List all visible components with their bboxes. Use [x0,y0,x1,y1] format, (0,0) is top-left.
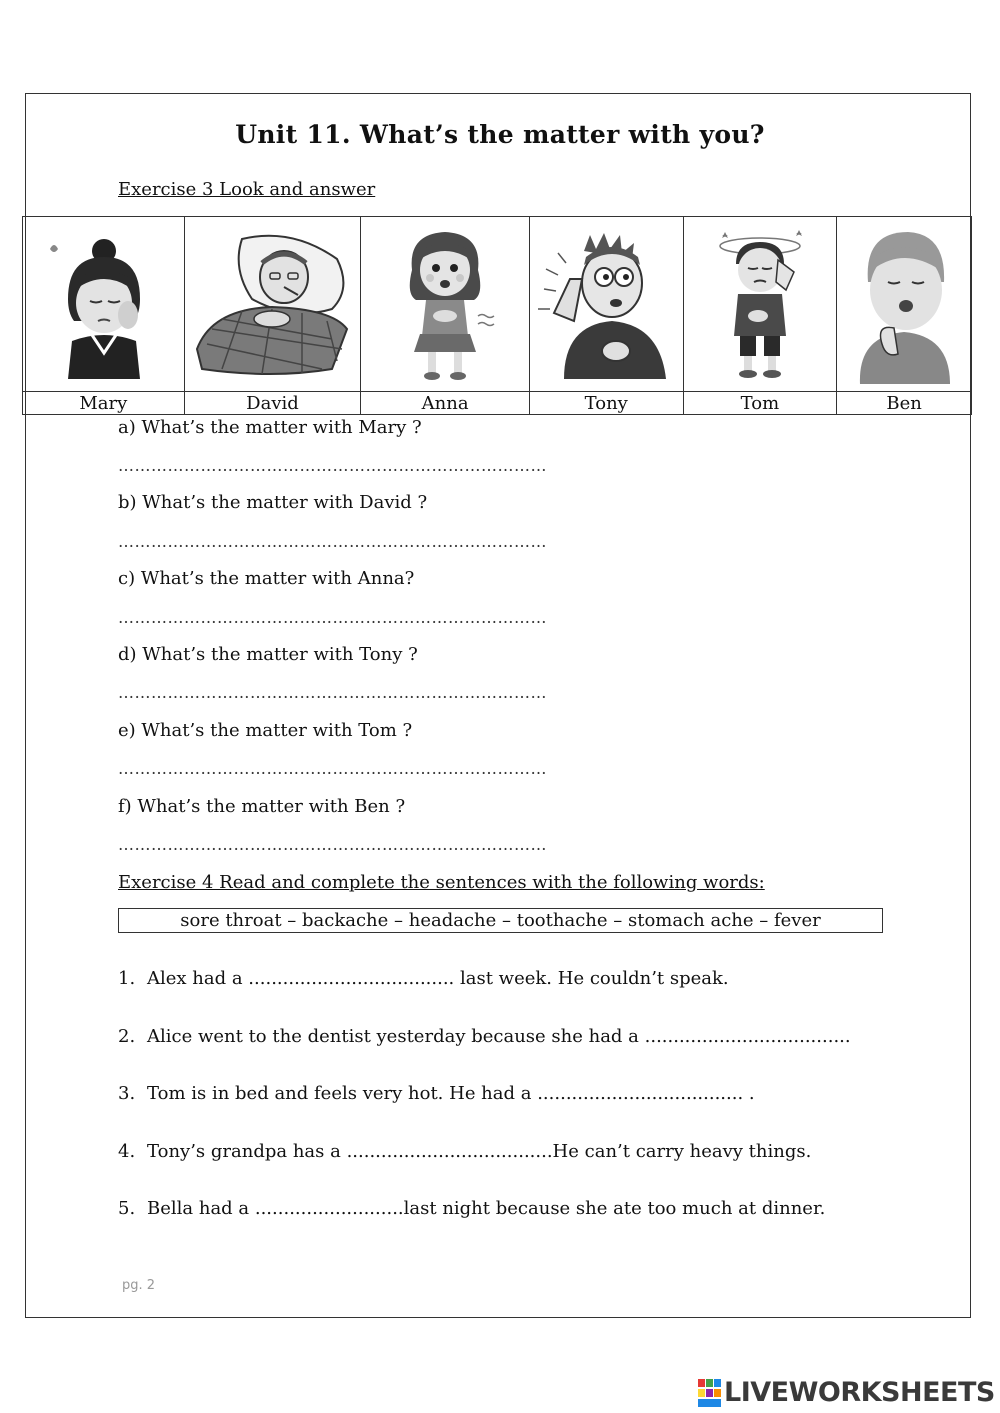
liveworksheets-logo-icon [698,1379,722,1407]
question-d: d) What’s the matter with Tony ? [118,644,418,665]
boy-headache-illustration [700,224,820,384]
person-name-anna: Anna [361,391,529,414]
sentence-text[interactable]: Alice went to the dentist yesterday because she had a .................................... [147,1026,851,1047]
sentence-2 [118,1026,851,1047]
boy-fever-in-bed-illustration [192,229,352,379]
answer-line-b[interactable]: …………………………………………………………………… [118,532,547,551]
person-name-ben: Ben [837,391,971,414]
answer-line-e[interactable]: …………………………………………………………………… [118,759,547,778]
sentence-number: 5. [118,1198,136,1219]
answer-line-c[interactable]: …………………………………………………………………… [118,608,547,627]
girl-stomach-ache-illustration [390,224,500,384]
picture-cell-david [185,217,362,414]
answer-line-f[interactable]: …………………………………………………………………… [118,835,547,854]
sentence-text[interactable]: Tony’s grandpa has a ....................................He can’t carry heavy things. [147,1141,812,1162]
liveworksheets-brand [698,1377,995,1408]
sentence-number: 1. [118,968,136,989]
page-title: Unit 11. What’s the matter with you? [235,120,765,149]
sentence-text[interactable]: Alex had a .................................... last week. He couldn’t speak. [147,968,729,989]
sentence-5 [118,1198,825,1219]
exercise-4-heading: Exercise 4 Read and complete the sentences with the following words: [118,872,765,893]
exercise-3-heading: Exercise 3 Look and answer [118,179,376,200]
person-name-tony: Tony [530,391,683,414]
pictures-table [22,216,972,415]
sentence-number: 4. [118,1141,136,1162]
picture-cell-mary [23,217,185,414]
sentence-number: 3. [118,1083,136,1104]
question-a: a) What’s the matter with Mary ? [118,417,422,438]
sentence-1 [118,968,729,989]
picture-cell-tony [530,217,684,414]
person-name-tom: Tom [684,391,837,414]
sentence-number: 2. [118,1026,136,1047]
picture-cell-ben [837,217,971,414]
answer-line-d[interactable]: …………………………………………………………………… [118,683,547,702]
question-e: e) What’s the matter with Tom ? [118,720,413,741]
picture-cell-anna [361,217,530,414]
question-c: c) What’s the matter with Anna? [118,568,415,589]
picture-cell-tom [684,217,838,414]
person-name-david: David [185,391,361,414]
sentence-3 [118,1083,755,1104]
word-bank-box: sore throat – backache – headache – toothache – stomach ache – fever [118,908,883,933]
sentence-text[interactable]: Bella had a ..........................last night because she ate too much at dinner. [147,1198,826,1219]
sentence-text[interactable]: Tom is in bed and feels very hot. He had a .................................... . [147,1083,755,1104]
boy-earache-illustration [534,229,679,379]
person-name-mary: Mary [23,391,184,414]
page-number: pg. 2 [122,1278,156,1293]
sentence-4 [118,1141,811,1162]
girl-toothache-illustration [38,229,168,379]
answer-line-a[interactable]: …………………………………………………………………… [118,456,547,475]
brand-text: LIVEWORKSHEETS [724,1377,995,1408]
boy-sore-throat-illustration [854,224,954,384]
question-f: f) What’s the matter with Ben ? [118,796,406,817]
question-b: b) What’s the matter with David ? [118,492,428,513]
